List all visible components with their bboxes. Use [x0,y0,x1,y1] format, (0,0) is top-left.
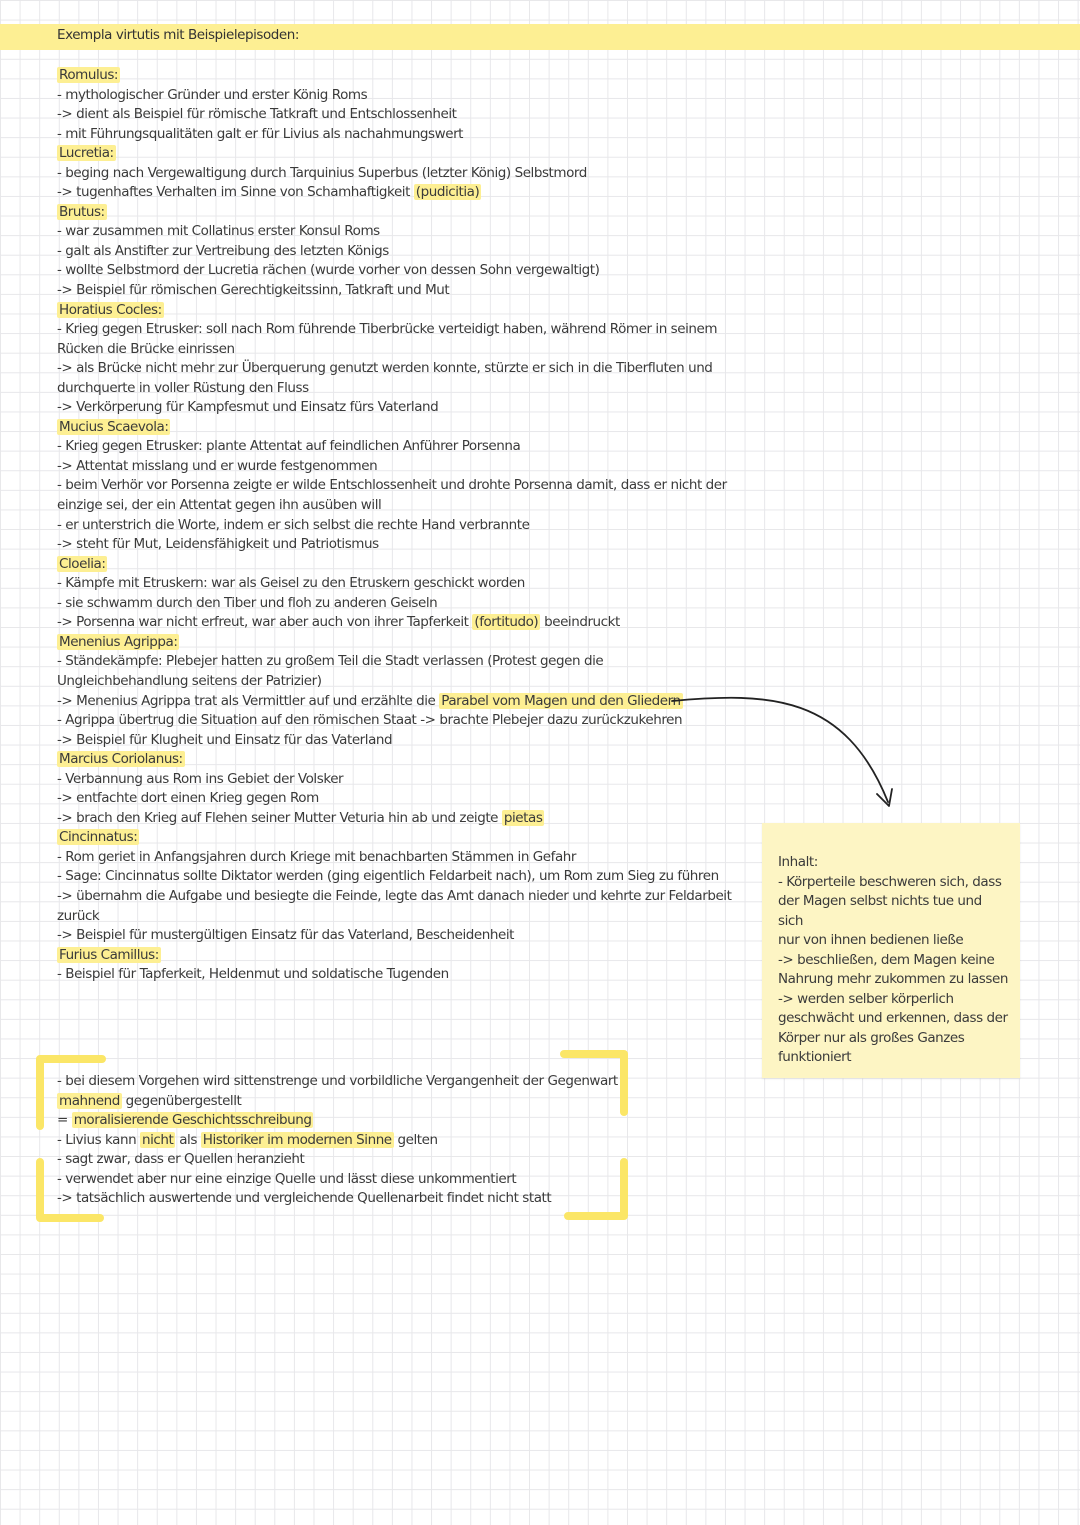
summary-text: -> tatsächlich auswertende und vergleichende Quellenarbeit findet nicht statt [57,1190,552,1207]
notes-text: -> übernahm die Aufgabe und besiegte die Feinde, legte das Amt danach nieder und kehrte zur Feldarbeit [57,887,732,904]
notes-text: -> Verkörperung für Kampfesmut und Einsatz fürs Vaterland [57,399,439,416]
notes-highlight: (fortitudo) [474,614,539,631]
sticky-line: -> beschließen, dem Magen keine [778,951,995,968]
sticky-line: Nahrung mehr zukommen zu lassen [778,971,1008,987]
notes-line [57,613,757,633]
notes-line [57,926,757,946]
notes-text: -> Beispiel für mustergültigen Einsatz für das Vaterland, Bescheidenheit [57,927,514,944]
notes-line [57,828,757,848]
summary-line [57,1131,657,1151]
notes-text: - sie schwamm durch den Tiber und floh zu anderen Geiseln [57,594,438,611]
summary-highlight: mahnend [59,1092,120,1109]
notes-text: - Krieg gegen Etrusker: plante Attentat auf feindlichen Anführer Porsenna [57,438,521,455]
notes-text: - Kämpfe mit Etruskern: war als Geisel zu den Etruskern geschickt worden [57,575,525,592]
notes-highlight: Romulus: [59,67,119,83]
sticky-line: nur von ihnen bedienen ließe [778,932,964,948]
notes-line [57,535,757,555]
notes-line [57,633,757,653]
notes-highlight: Cincinnatus: [59,829,138,846]
summary-text: als [175,1131,201,1148]
exempla-notes [57,66,757,985]
page-title: Exempla virtutis mit Beispielepisoden: [57,27,299,43]
notes-highlight: Horatius Cocles: [59,301,162,318]
notes-text: Rücken die Brücke einrissen [57,340,235,357]
notes-line [57,867,757,887]
summary-highlight: nicht [142,1131,174,1148]
notes-text: einzige sei, der ein Attentat gegen ihn ausüben will [57,497,382,514]
notes-line [57,516,757,536]
notes-line [57,809,757,829]
summary-block [57,1072,657,1209]
summary-line [57,1189,657,1209]
notes-line [57,359,757,379]
notes-line [57,66,757,86]
notes-highlight: Marcius Coriolanus: [59,751,183,768]
notes-line [57,555,757,575]
notes-line [57,125,757,145]
notes-line [57,86,757,106]
summary-text: - bei diesem Vorgehen wird sittenstrenge und vorbildliche Vergangenheit der Gegenwart [57,1073,618,1089]
notes-line [57,887,757,907]
notes-line [57,398,757,418]
notes-line [57,242,757,262]
notes-text: -> Beispiel für Klugheit und Einsatz für das Vaterland [57,731,393,748]
notes-line [57,379,757,399]
notes-line [57,418,757,438]
notes-text: beeindruckt [540,614,620,631]
summary-text: = [57,1112,72,1129]
notes-text: durchquerte in voller Rüstung den Fluss [57,379,309,396]
notes-text: - mit Führungsqualitäten galt er für Livius als nachahmungswert [57,125,464,142]
notes-line [57,652,757,672]
sticky-note-text [778,853,1010,1068]
notes-text: -> Menenius Agrippa trat als Vermittler auf und erzählte die [57,692,440,709]
notes-text: - Beispiel für Tapferkeit, Heldenmut und soldatische Tugenden [57,966,449,983]
summary-line [57,1111,657,1131]
notes-line [57,281,757,301]
notes-line [57,496,757,516]
sticky-note [762,823,1020,1078]
notes-line [57,946,757,966]
notes-text: - er unterstrich die Worte, indem er sich selbst die rechte Hand verbrannte [57,516,530,533]
summary-highlight: moralisierende Geschichtsschreibung [73,1112,312,1129]
notes-line [57,750,757,770]
sticky-line: Inhalt: [778,854,818,870]
notes-text: - Verbannung aus Rom ins Gebiet der Volsker [57,770,344,787]
notes-text: - Agrippa übertrug die Situation auf den römischen Staat -> brachte Plebejer dazu zurückzukehren [57,712,683,729]
summary-line [57,1170,657,1190]
notes-text: - Rom geriet in Anfangsjahren durch Kriege mit benachbarten Stämmen in Gefahr [57,848,576,865]
notes-text: - Sage: Cincinnatus sollte Diktator werden (ging eigentlich Feldarbeit nach), um Rom zum Sieg zu führen [57,868,719,885]
notes-line [57,457,757,477]
notes-highlight: pietas [503,809,543,826]
notes-line [57,770,757,790]
notes-text: - beging nach Vergewaltigung durch Tarquinius Superbus (letzter König) Selbstmord [57,164,587,181]
notes-line [57,203,757,223]
sticky-line: Körper nur als großes Ganzes [778,1029,965,1046]
notes-line [57,731,757,751]
notes-highlight: Lucretia: [59,145,114,162]
notes-line [57,164,757,184]
notes-line [57,183,757,203]
notes-text: - galt als Anstifter zur Vertreibung des letzten Königs [57,242,389,259]
summary-text: gegenübergestellt [121,1092,242,1109]
summary-line [57,1150,657,1170]
notes-line [57,965,757,985]
notes-text: -> dient als Beispiel für römische Tatkraft und Entschlossenheit [57,106,457,123]
notes-text: -> entfachte dort einen Krieg gegen Rom [57,790,319,807]
notes-text: -> Attentat misslang und er wurde festgenommen [57,457,378,474]
notes-line [57,692,757,712]
summary-text: - verwendet aber nur eine einzige Quelle und lässt diese unkommentiert [57,1170,517,1187]
sticky-line: geschwächt und erkennen, dass der [778,1010,1008,1026]
notes-highlight: Cloelia: [59,555,106,572]
notes-text: -> steht für Mut, Leidensfähigkeit und Patriotismus [57,536,379,553]
notes-line [57,711,757,731]
notes-line [57,594,757,614]
notes-line [57,144,757,164]
sticky-line: -> werden selber körperlich [778,990,954,1007]
notes-highlight: Furius Camillus: [59,946,159,963]
summary-highlight: Historiker im modernen Sinne [202,1131,392,1148]
notes-text: Ungleichbehandlung seitens der Patrizier) [57,672,322,689]
notes-text: - Krieg gegen Etrusker: soll nach Rom führende Tiberbrücke verteidigt haben, während Römer in seinem [57,321,718,338]
notes-text: - wollte Selbstmord der Lucretia rächen (wurde vorher von dessen Sohn vergewaltigt) [57,262,600,279]
notes-text: - Ständekämpfe: Plebejer hatten zu großem Teil die Stadt verlassen (Protest gegen die [57,653,604,670]
notes-text: zurück [57,907,100,924]
notes-highlight: Parabel vom Magen und den Gliedern [441,692,681,709]
summary-line [57,1092,657,1112]
summary-line [57,1072,657,1092]
notes-line [57,437,757,457]
notes-highlight: (pudicitia) [415,184,480,201]
notes-text: -> brach den Krieg auf Flehen seiner Mutter Veturia hin ab und zeigte [57,809,502,826]
notes-text: -> Porsenna war nicht erfreut, war aber auch von ihrer Tapferkeit [57,614,473,631]
notes-text: -> tugenhaftes Verhalten im Sinne von Schamhaftigkeit [57,184,414,201]
notes-text: - mythologischer Gründer und erster König Roms [57,86,368,103]
summary-text: gelten [393,1131,438,1148]
notes-line [57,301,757,321]
summary-text: - Livius kann [57,1131,141,1148]
notes-line [57,320,757,340]
notes-highlight: Brutus: [59,203,105,220]
notes-text: - war zusammen mit Collatinus erster Konsul Roms [57,223,380,240]
notes-text: -> Beispiel für römischen Gerechtigkeitssinn, Tatkraft und Mut [57,282,450,299]
notes-line [57,476,757,496]
notes-line [57,672,757,692]
notes-line [57,848,757,868]
notes-line [57,105,757,125]
notes-text: -> als Brücke nicht mehr zur Überquerung genutzt werden konnte, stürzte er sich in die Tiberfluten und [57,360,713,377]
sticky-line: der Magen selbst nichts tue und sich [778,893,982,929]
notes-line [57,261,757,281]
arrow-to-sticky-icon [660,690,910,820]
notes-text: - beim Verhör vor Porsenna zeigte er wilde Entschlossenheit und drohte Porsenna damit, dass er nicht der [57,477,727,494]
arrow-curve [672,698,888,802]
notes-line [57,340,757,360]
notes-line [57,789,757,809]
sticky-line: - Körperteile beschweren sich, dass [778,873,1002,890]
notes-highlight: Menenius Agrippa: [59,633,178,650]
summary-text: - sagt zwar, dass er Quellen heranzieht [57,1151,305,1168]
notes-line [57,907,757,927]
notes-line [57,222,757,242]
notes-line [57,574,757,594]
notes-highlight: Mucius Scaevola: [59,418,169,435]
sticky-line: funktioniert [778,1049,852,1065]
